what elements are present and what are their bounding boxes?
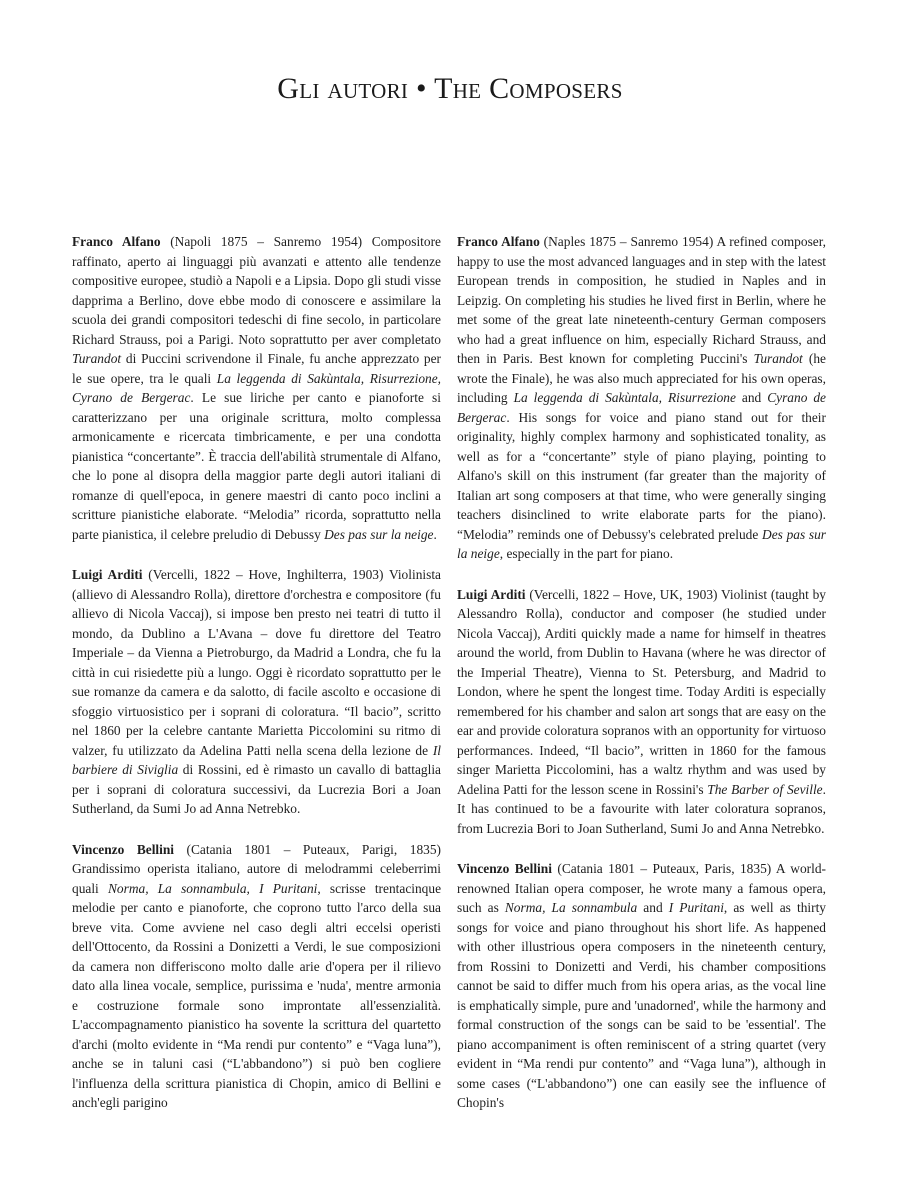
work-title: Il barbiere di Siviglia	[72, 742, 441, 777]
work-title: La leggenda di Sakùntala, Risurrezione	[513, 390, 736, 405]
composer-name: Luigi Arditi	[72, 567, 143, 582]
work-title: Turandot	[753, 351, 803, 366]
composer-entry: Vincenzo Bellini (Catania 1801 – Puteaux, Paris, 1835) A world-renowned Italian opera composer, he wrote many a famous opera, such as Norma, La sonnambula and I Puritani, as well as thirty songs for voice and piano throughout his short life. As happened with other illustrious opera composers in the nineteenth century, from Rossini to Donizetti and Verdi, his chamber compositions cannot be said to differ much from his opera arias, as the vocal line is emphatically simple, pure and 'unadorned', while the harmony and formal construction of the songs can be said to be 'essential'. The piano accompaniment is often reminiscent of a string quartet (very evident in “Ma rendi pur contento” and “Vaga luna”), although in some cases (“L'abbandono”) one can easily see the influence of Chopin's	[457, 861, 826, 1110]
composer-entry: Vincenzo Bellini (Catania 1801 – Puteaux, Parigi, 1835) Grandissimo operista italiano, autore di melodrammi celeberrimi quali Norma, La sonnambula, I Puritani, scrisse trentacinque melodie per canto e pianoforte, che coprono tutto l'arco della sua breve vita. Come avviene nel caso degli altri eccelsi operisti dell'Ottocento, da Rossini a Donizetti a Verdi, le sue composizioni da camera non differiscono molto dalle arie d'opera per il rilievo dato alla linea vocale, semplice, purissima e 'nuda', mentre armonia e costruzione formale sono improntate all'essenzialità. L'accompagnamento pianistico ha sovente la scrittura del quartetto d'archi (molto evidente in “Ma rendi pur contento” e “Vaga luna”), anche se in taluni casi (“L'abbandono”) si può ben cogliere l'influenza della scrittura pianistica di Chopin, amico di Bellini e anch'egli parigino	[72, 841, 442, 1110]
work-title: Des pas sur la neige	[324, 526, 434, 542]
composer-entry: Luigi Arditi (Vercelli, 1822 – Hove, Inghilterra, 1903) Violinista (allievo di Alessandro Rolla), direttore d'orchestra e compositore (fu allievo di Nicola Vaccaj), si impose ben presto nei teatri di tutto il mondo, da Dublino a L'Avana – dove fu direttore del Teatro Imperiale – da Vienna a Pietroburgo, da Madrid a Londra, che fu la città in cui risiedette più a lungo. Oggi è ricordato soprattutto per le sue romanze da camera e da salotto, di facile ascolto e occasione di sfoggio virtuosistico per i soprani di coloratura. “Il bacio”, scritto nel 1860 per la celebre cantante Marietta Piccolomini su ritmo di valzer, fu utilizzato da Adelina Patti nella scena della lezione de Il barbiere di Siviglia di Rossini, ed è rimasto un cavallo di battaglia per i soprani di coloratura successivi, da Lucrezia Bori a Joan Sutherland, da Sumi Jo ad Anna Netrebko.	[72, 567, 441, 816]
composer-name: Luigi Arditi	[457, 586, 526, 602]
work-title: Des pas sur la neige	[457, 526, 826, 561]
work-title: The Barber of Seville	[707, 781, 823, 797]
composer-entry: Franco Alfano (Naples 1875 – Sanremo 1954) A refined composer, happy to use the most advanced languages and in step with the latest European trends in composition, he studied in Naples and in Leipzig. On completing his studies he lived first in Berlin, where he met some of the great late nineteenth-century German composers who had a great influence on him, especially Richard Strauss, and then in Paris. Best known for completing Puccini's Turandot (he wrote the Finale), he was also much appreciated for his own operas, including La leggenda di Sakùntala, Risurrezione and Cyrano de Bergerac. His songs for voice and piano stand out for their originality, highly complex harmony and sophisticated tonality, as well as for a “concertante” style of piano playing, pointing to Alfano's skill on this instrument (far greater than the majority of Italian art song composers at that time, who were generally singing teachers disinclined to write elaborate parts for the piano). “Melodia” reminds one of Debussy's celebrated prelude Des pas sur la neige, especially in the part for piano.	[457, 234, 826, 561]
composer-name: Franco Alfano	[72, 234, 161, 249]
page-title: Gli autori • The Composers	[277, 72, 623, 105]
composer-entry: Luigi Arditi (Vercelli, 1822 – Hove, UK, 1903) Violinist (taught by Alessandro Rolla), conductor and composer (he studied under Nicola Vaccaj), Arditi quickly made a name for himself in theatres around the world, from Dublin to Havana (where he was director of the Imperial Theatre), Vienna to St. Petersburg, and Madrid to London, where he spent the longest time. Today Arditi is especially remembered for his chamber and salon art songs that are easy on the ear and provide coloratura sopranos with an opportunity for virtuoso performances. Indeed, “Il bacio”, written in 1860 for the famous singer Marietta Piccolomini, has a waltz rhythm and was used by Adelina Patti for the lesson scene in Rossini's The Barber of Seville. It has continued to be a favourite with later coloratura sopranos, from Lucrezia Bori to Joan Sutherland, Sumi Jo and Anna Netrebko.	[457, 586, 826, 836]
composer-name: Vincenzo Bellini	[457, 861, 552, 876]
work-title: Norma, La sonnambula	[504, 900, 638, 915]
composer-entry: Franco Alfano (Napoli 1875 – Sanremo 1954) Compositore raffinato, aperto ai linguaggi più avanzati e attento alle tendenze compositive europee, studiò a Napoli e a Lipsia. Dopo gli studi visse dapprima a Berlino, dove ebbe modo di conoscere e assimilare la scuola dei grandi compositori tedeschi di fine secolo, in particolare Richard Strauss, poi a Parigi. Noto soprattutto per aver completato Turandot di Puccini scrivendone il Finale, fu anche apprezzato per le sue opere, tra le quali La leggenda di Sakùntala, Risurrezione, Cyrano de Bergerac. Le sue liriche per canto e pianoforte si caratterizzano per una originale scrittura, molto complessa armonicamente e ricercata timbricamente, e per una condotta pianistica “concertante”. È traccia dell'abilità strumentale di Alfano, che lo pone al disopra della maggior parte degli autori italiani di romanze di quell'epoca, in genere maestri di canto poco inclini a scritture pianistiche elaborate. “Melodia” ricorda, soprattutto nella parte pianistica, il celebre preludio di Debussy Des pas sur la neige.	[72, 234, 441, 542]
work-title: La leggenda di Sakùntala, Risurrezione, Cyrano de Bergerac	[72, 370, 441, 405]
work-title: Norma, La sonnambula, I Puritani	[107, 880, 318, 896]
composer-name: Franco Alfano	[457, 234, 540, 249]
italian-column	[72, 232, 441, 1134]
work-title: Cyrano de Bergerac	[457, 390, 826, 425]
composer-name: Vincenzo Bellini	[72, 841, 175, 857]
english-column	[457, 232, 826, 1134]
work-title: I Puritani	[668, 900, 724, 915]
work-title: Turandot	[72, 351, 122, 366]
